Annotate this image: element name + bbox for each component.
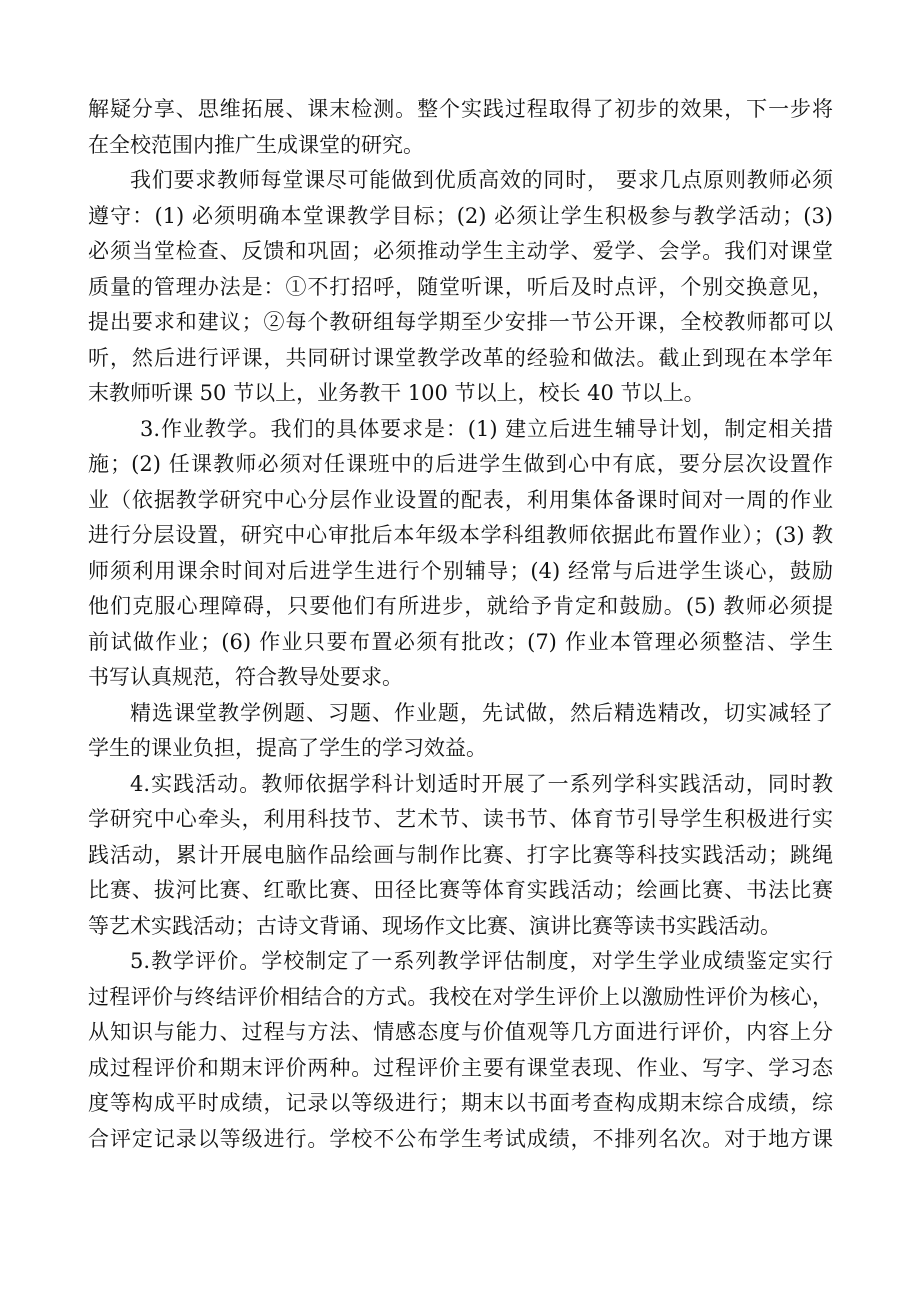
text-line: 前试做作业；(6) 作业只要布置必须有批改；(7) 作业本管理必须整洁、学生 [88, 629, 833, 654]
text-line: 过程评价与终结评价相结合的方式。我校在对学生评价上以激励性评价为核心， [88, 984, 833, 1009]
text-line: 合评定记录以等级进行。学校不公布学生考试成绩，不排列名次。对于地方课 [88, 1126, 833, 1151]
text-line: 精选课堂教学例题、习题、作业题，先试做，然后精选精改，切实减轻了 [130, 700, 833, 725]
text-line: 必须当堂检查、反馈和巩固；必须推动学生主动学、爱学、会学。我们对课堂 [88, 239, 833, 263]
paragraph-teaching-evaluation [88, 944, 833, 1157]
text-line: 践活动，累计开展电脑作品绘画与制作比赛、打字比赛等科技实践活动；跳绳 [88, 842, 833, 867]
text-line: 施；(2) 任课教师必须对任课班中的后进学生做到心中有底，要分层次设置作 [88, 452, 833, 476]
paragraph-selected-exercises [88, 696, 833, 767]
text-line: 师须利用课余时间对后进学生进行个别辅导；(4) 经常与后进学生谈心，鼓励 [88, 558, 833, 583]
paragraph-classroom-requirements [88, 163, 833, 412]
paragraph-homework-teaching [88, 412, 833, 696]
text-line: 书写认真规范，符合教导处要求。 [88, 665, 403, 689]
text-line: 4.实践活动。教师依据学科计划适时开展了一系列学科实践活动，同时教 [130, 771, 833, 796]
text-line: 提出要求和建议；②每个教研组每学期至少安排一节公开课，全校教师都可以 [88, 310, 833, 334]
paragraph-practice-activities [88, 767, 833, 945]
text-line: 比赛、拔河比赛、红歌比赛、田径比赛等体育实践活动；绘画比赛、书法比赛 [88, 878, 833, 902]
text-line: 学生的课业负担，提高了学生的学习效益。 [88, 736, 487, 760]
text-line: 末教师听课 50 节以上，业务教干 100 节以上，校长 40 节以上。 [88, 381, 705, 405]
text-line: 在全校范围内推广生成课堂的研究。 [88, 132, 424, 157]
document-body [88, 92, 833, 1157]
text-line: 质量的管理办法是：①不打招呼，随堂听课，听后及时点评，个别交换意见， [88, 274, 833, 299]
text-line: 3.作业教学。我们的具体要求是：(1) 建立后进生辅导计划，制定相关措 [140, 416, 833, 441]
text-line: 学研究中心牵头，利用科技节、艺术节、读书节、体育节引导学生积极进行实 [88, 807, 833, 831]
text-line: 成过程评价和期末评价两种。过程评价主要有课堂表现、作业、写字、学习态 [88, 1055, 833, 1080]
text-line: 我们要求教师每堂课尽可能做到优质高效的同时， 要求几点原则教师必须 [130, 168, 833, 192]
text-line: 解疑分享、思维拓展、课末检测。整个实践过程取得了初步的效果，下一步将 [88, 97, 833, 121]
text-line: 等艺术实践活动；古诗文背诵、现场作文比赛、演讲比赛等读书实践活动。 [88, 913, 781, 938]
text-line: 他们克服心理障碍，只要他们有所进步，就给予肯定和鼓励。(5) 教师必须提 [88, 594, 833, 618]
text-line: 遵守：(1) 必须明确本堂课教学目标；(2) 必须让学生积极参与教学活动；(3) [88, 203, 833, 228]
text-line: 度等构成平时成绩，记录以等级进行；期末以书面考查构成期末综合成绩，综 [88, 1091, 833, 1115]
text-line: 听，然后进行评课，共同研讨课堂教学改革的经验和做法。截止到现在本学年 [88, 345, 833, 370]
text-line: 从知识与能力、过程与方法、情感态度与价值观等几方面进行评价，内容上分 [88, 1020, 833, 1044]
text-line: 进行分层设置，研究中心审批后本年级本学科组教师依据此布置作业）；(3) 教 [88, 523, 833, 547]
paragraph-continuation [88, 92, 833, 163]
text-line: 5.教学评价。学校制定了一系列教学评估制度，对学生学业成绩鉴定实行 [130, 949, 833, 973]
text-line: 业（依据教学研究中心分层作业设置的配表，利用集体备课时间对一周的作业 [88, 487, 833, 512]
